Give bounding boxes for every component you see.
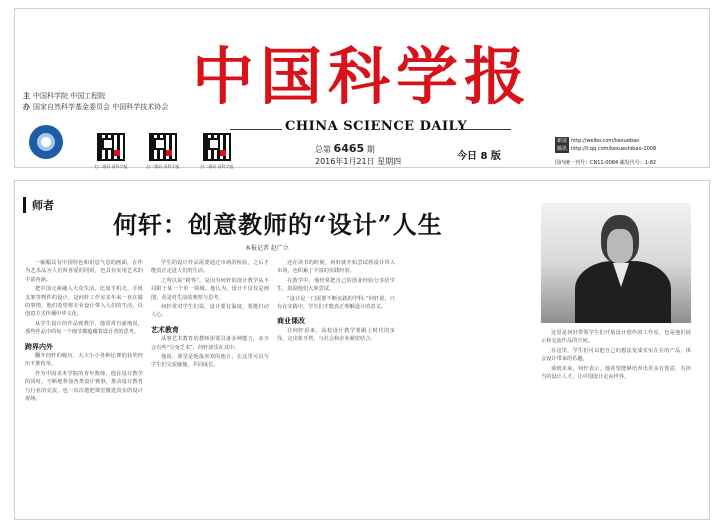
qr-code-icon <box>149 133 177 161</box>
paragraph: 一幅幅具有中国特色和讯息气息的画面，在作为艺术品为人们所喜爱的同时，也具有实用艺术的丰富内涵。 <box>25 260 143 283</box>
newspaper-title: 中国科学报 <box>191 40 532 113</box>
column-kicker: 师者 <box>23 197 54 213</box>
paragraph: 在何轩看来，高校设计教学要跟上时代的步伐，走出象牙塔，与社会和企业紧密结合。 <box>277 327 395 343</box>
article-column-2 <box>151 259 269 515</box>
article-column-3 <box>277 259 395 515</box>
weibo-tag: 新浪 <box>557 138 568 144</box>
article-column-4 <box>541 329 691 515</box>
sponsors-line-1: 中国科学院 中国工程院 <box>33 92 106 100</box>
qr-code-icon <box>203 133 231 161</box>
paragraph: 把中国元素融入大众生活，比如手机壳、手机支架等物件的设计，是何轩工作室多年来一直在做的事情。他们希望将专业设计带入人们的生活，以创意方式传播中华文化。 <box>25 286 143 318</box>
section-heading: 跨界内外 <box>25 342 53 351</box>
qr-caption: 扫二维码 看科学报 <box>146 164 180 169</box>
sponsor-label-2: 办 <box>23 103 30 111</box>
paragraph: 之所以说“跨界”，是因为何轩的设计教学从不局限于某一个单一领域。他认为，设计不仅仅是画图，更是对生活的观察与思考。 <box>151 277 269 301</box>
social-links <box>555 137 656 153</box>
divider <box>230 129 282 130</box>
tencent-tag: 腾讯 <box>557 146 568 152</box>
article-headline: 何轩：创意教师的“设计”人生 <box>113 210 443 239</box>
paragraph: 学生的设计作品需要通过市场的检验，之后才能真正走进人们的生活。 <box>151 260 269 275</box>
qr-caption: 扫二维码 看科学报 <box>94 164 128 169</box>
section-heading: 艺术教育 <box>151 325 179 334</box>
edition-count: 今日 8 版 <box>457 151 501 162</box>
article-column-3b <box>403 259 533 515</box>
sponsors-line-2: 国家自然科学基金委员会 中国科学技术协会 <box>33 103 169 111</box>
sponsor-label-1: 主 <box>23 92 30 100</box>
section-heading: 商业课改 <box>277 317 305 326</box>
logo-icon <box>29 125 63 159</box>
english-title: CHINA SCIENCE DAILY <box>285 119 468 134</box>
issue-number-value: 6465 <box>333 142 365 155</box>
paragraph: 在这里，学生们可以把自己的想法变成实实在在的产品，体会设计带来的乐趣。 <box>541 347 691 363</box>
article-byline: 本报记者 赵广立 <box>245 245 289 252</box>
paragraph: 何轩常对学生们说，设计要有温度，要能打动人心。 <box>151 304 269 319</box>
paragraph: “设计是一门需要不断实践的学科。”何轩说，只有在实践中，学生们才能真正理解设计的意义。 <box>277 295 395 311</box>
paragraph: 谈到未来，何轩表示，他希望能够培养出更多有创意、有担当的设计人才，让中国设计走向世界。 <box>541 365 691 381</box>
paragraph: 从事艺术教育的教师需要具备多种能力，多少会有些“分身乏术”，何轩却乐在其中。 <box>151 336 269 351</box>
issue-number: 总第 6465 期 <box>315 142 375 155</box>
paragraph: 从学生设计的作品到教学，他常常自豪地说，那些作品中的每一个细节都蕴藏着设计者的思考。 <box>25 320 143 336</box>
article-page <box>14 180 710 520</box>
paragraph: 他说，课堂是他最喜欢的地方，在这里可以与学生们交流碰撞，共同成长。 <box>151 354 269 369</box>
paragraph: 作为中国美术学院的青年教师，他在设计教学的同时，不断地参加各类设计赛事，推动设计教育与行业的交流，也一次次地把课堂搬进真实的设计现场。 <box>25 370 143 403</box>
portrait-photo <box>541 203 691 323</box>
paragraph: 这里是何轩带领学生们开展设计创作的工作室，也是他们展示和交流作品的空间。 <box>541 330 691 345</box>
qr-caption: 扫二维码 看科学报 <box>200 164 234 169</box>
publication-date: 2016年1月21日 星期四 <box>315 157 402 166</box>
qr-code-icon <box>97 133 125 161</box>
publication-codes: 国内统一刊号：CN11-0084 邮发代号：1-82 <box>555 160 657 166</box>
paragraph: 在教学中，他经常把自己的创业经验分享给学生，鼓励他们大胆尝试。 <box>277 277 395 293</box>
paragraph: 翻开何轩的履历，大大小小各种比赛的获奖经历不胜枚举。 <box>25 353 143 368</box>
article-column-1 <box>25 259 143 515</box>
divider <box>459 129 511 130</box>
paragraph: 还在读书的时候，何轩就开始尝试将设计带入市场，也积累了丰富的实践经验。 <box>277 260 395 275</box>
masthead <box>14 8 710 168</box>
sponsors <box>23 91 168 113</box>
tencent-link[interactable]: http://t.qq.com/kexueshibao-2008 <box>571 146 657 152</box>
weibo-link[interactable]: http://weibo.com/kexuebao <box>571 138 640 144</box>
